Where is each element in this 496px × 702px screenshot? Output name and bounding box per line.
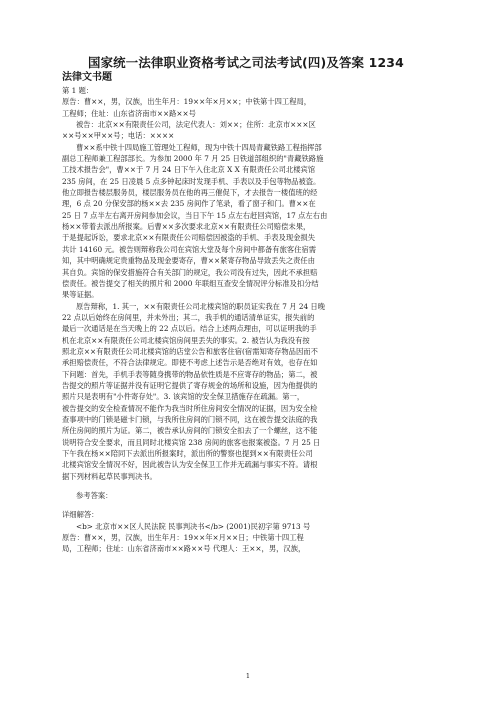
paragraph-line: 北楼宾馆安全情况不好，因此被告认为安全保卫工作并无疏漏与事实不符。请根 [62,460,318,470]
answer-line: 原告：曹××，男，汉族，出生年月：19××年×月××日；中铁第十四工程 [62,533,304,543]
paragraph-line: 他立即报告楼层服务员，楼层服务员在他的再三催促下，才去报告一楼值班的经 [62,188,318,198]
document-body [62,85,434,555]
paragraph-line: 照片只是表明有"小件寄存处"。3. 该宾馆的安全保卫措施存在疏漏。第一， [62,392,305,402]
paragraph-line: 被告提交的安全检查情况不能作为我当时所住房间安全情况的证据，因为安全检 [62,403,318,413]
paragraph-line: 22 点以后始终在房间里，并未外出；其二，我手机的通话清单证实，报失前的 [62,312,315,322]
paragraph-line: 原告：曹××，男，汉族，出生年月：19××年×月××；中铁第十四工程局， [62,97,312,107]
paragraph-line: 理，6 点 20 分保安部的杨××去 235 房间作了笔录，看了窗子和门。曹××在 [62,199,316,209]
section-subtitle: 法律文书题 [62,72,112,83]
reference-answer-label: 参考答案： [76,491,113,501]
paragraph-line: 下午我在杨××陪同下去派出所报案时，派出所的警察也提到××有限责任公司 [62,449,313,458]
page-number: 1 [245,672,251,680]
paragraph-line: 承担赔偿责任，不符合法律规定。即使不考虑上述告示是否绝对有效，也存在如 [62,358,318,368]
paragraph-line: 原告辩称，1. 其一，××有限责任公司北楼宾馆的职员证实我在 7 月 24 日晚 [76,301,326,311]
paragraph-line: 共计 14160 元。被告则辩称我公司在宾馆大堂及每个房间中都备有旅客住宿需 [62,244,317,254]
detailed-answer-label: 详细解答： [62,510,99,520]
answer-line: <b> 北京市××区人民法院 民事判决书</b> (2001)民初字第 9713 号 [76,521,311,531]
paragraph-line: 所住房间的照片为证。第二，被告承认房间的门锁安全扣去了一个螺丝，这不能 [62,426,318,436]
answer-text [62,521,434,555]
paragraph-line: 最后一次通话是在当天晚上的 22 点以后。结合上述两点理由，可以证明我的手 [62,324,317,334]
paragraph-line: 工程师；住址：山东省济南市××路××号 [62,108,196,118]
paragraph-line: ××号××甲××号；电话：×××× [62,131,175,141]
paragraph-line: 照北京××有限责任公司北楼宾馆的店堂公告和旅客住宿(宿需知寄存物品因而不 [62,346,318,356]
paragraph-line: 机在北京××有限责任公司北楼宾馆房间里丢失的事实。2. 被告认为我没有按 [62,335,310,345]
paragraph-line: 被告：北京××有限责任公司，法定代表人：刘××；住所：北京市×××区 [76,120,316,130]
paragraph-line: 果等证据。 [62,290,99,300]
paragraph-line: 知，其中明确规定贵重物品及现金要寄存，曹××紧寄存物品导致丢失之责任由 [62,256,316,266]
paragraph-line: 偿责任。被告提交了相关的照片和 2000 年联组互查安全情况评分标准及扣分结 [62,278,319,288]
question-paragraphs [62,96,434,482]
paragraph-line: 于是提起诉讼，要求北京××有限责任公司赔偿因被盗的手机、手表及现金损失 [62,233,316,243]
paragraph-line: 说明符合安全要求，而且同时北楼宾馆 238 房间的旅客也报案被盗。7 月 25 日 [62,437,321,447]
paragraph-line: 工技术报告会"，曹××于 7 月 24 日下午入住北京 X X 有限责任公司北楼宾馆 [62,165,316,175]
paragraph-line: 杨××带着去派出所报案。后曹××多次要求北京××有限责任公司赔偿未果， [62,222,311,232]
paragraph-line: 25 日 7 点半左右离开房间参加会议，当日下午 15 点左右赶回宾馆，17 点左右由 [62,210,328,220]
paragraph-line: 查事项中的门锁是磁卡门锁，与我所住房间的门锁不同，这在被告提交法庭的我 [62,414,318,424]
paragraph-line: 据下列材料起草民事判决书。 [62,471,157,481]
answer-line: 局，工程师；住址：山东省济南市××路××号 代理人：王××，男，汉族， [62,544,306,554]
paragraph-line: 235 房间，在 25 日凌晨 5 点多钟起床时发现手机、手表以及手包等物品被盗。 [62,176,321,186]
paragraph-line: 下问题：首先，手机手表等随身携带的物品依性质是不应寄存的物品；第二，被 [62,369,318,379]
paragraph-line: 其自负。宾馆的保安措施符合有关部门的规定，我公司没有过失，因此不承担赔 [62,267,318,277]
question-label: 第 1 题： [62,86,94,95]
paragraph-line: 曹××系中铁十四局施工管理处工程师，现为中铁十四局青藏铁路工程指挥部 [76,142,322,152]
paragraph-line: 告提交的照片等证据并没有证明它提供了寄存规金的场所和设施，因为他提供的 [62,380,318,390]
document-title: 国家统一法律职业资格考试之司法考试(四)及答案 1234 [88,55,404,70]
paragraph-line: 副总工程师兼工程部部长。为参加 2000 年 7 月 25 日铁道部组织的"青藏铁路施 [62,154,324,164]
